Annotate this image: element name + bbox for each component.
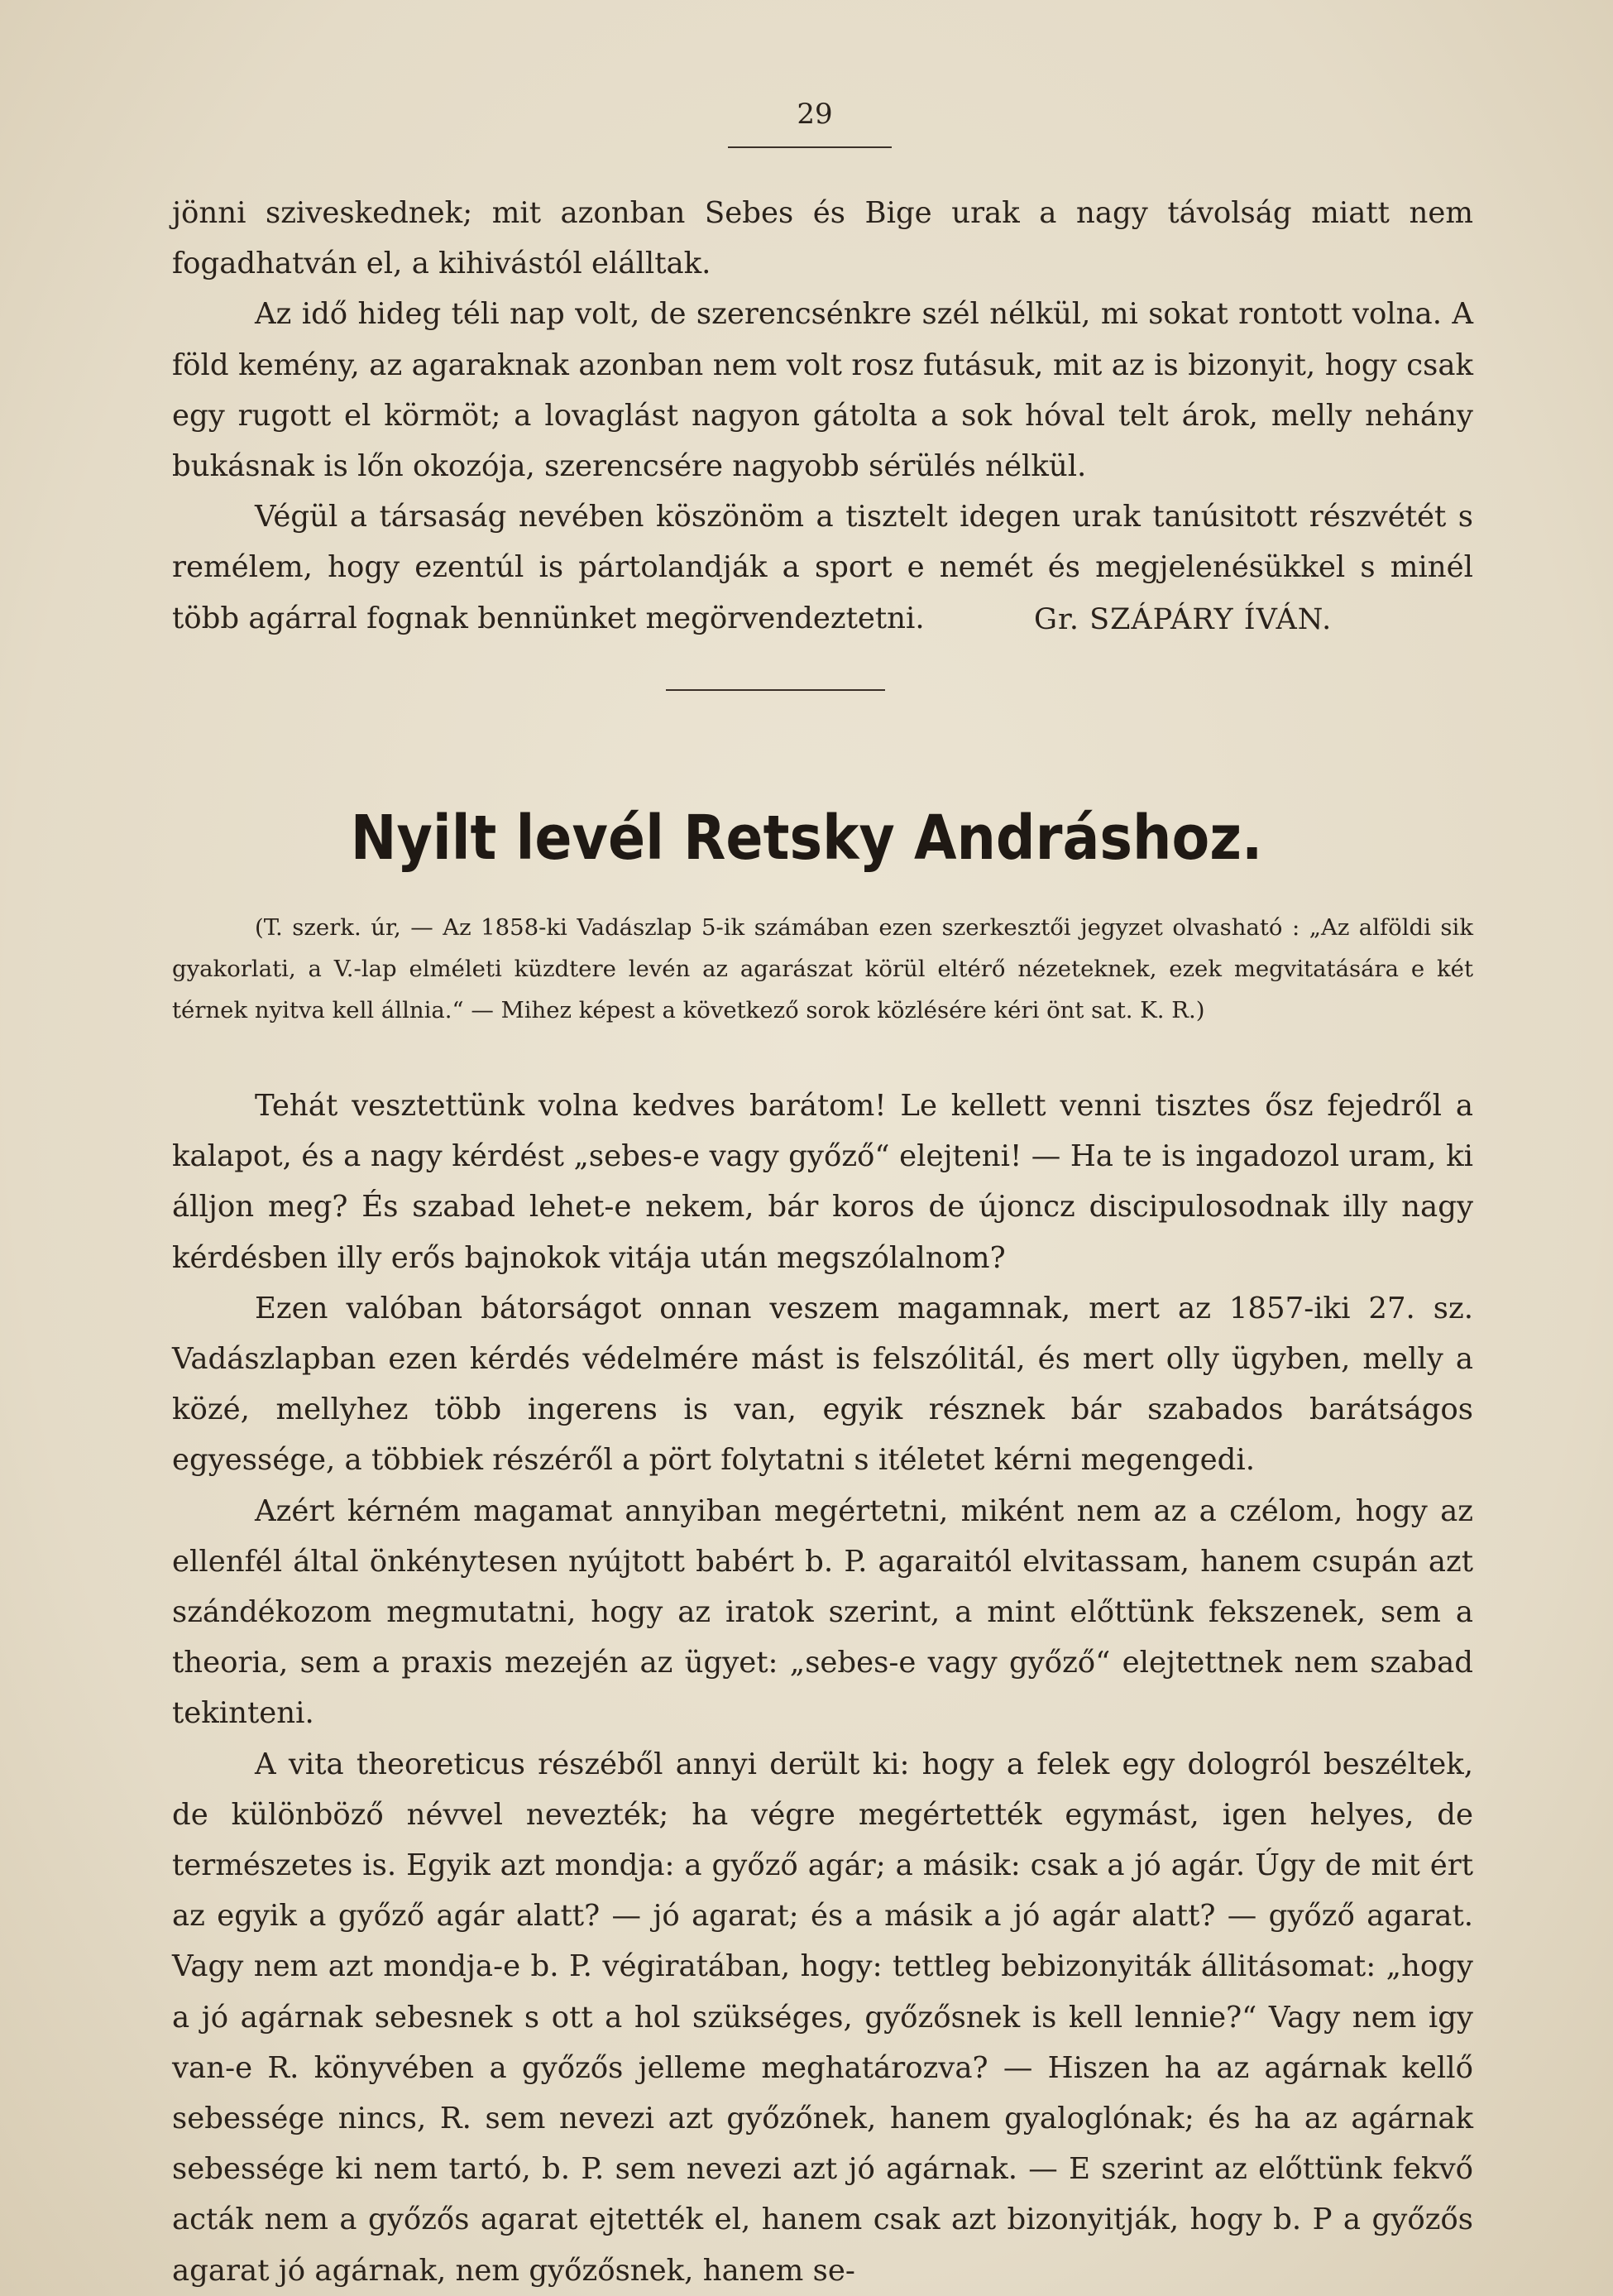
top-paragraph-3: Végül a társaság nevében köszönöm a tisztelt idegen urak tanúsitott részvétét s remélem, hogy ezentúl is pártolandják a sport e nemét és megjelenésükkel s minél több agárral fognak bennünket megörvendeztetni. (172, 500, 1473, 635)
page-number-rule (728, 146, 892, 148)
letter-paragraph-3: Azért kérném magamat annyiban megértetni, miként nem az a czélom, hogy az ellenfél által önkénytesen nyújtott babért b. P. agaraitól elvitassam, hanem csupán azt szándékozom megmutatni, hogy az iratok szerint, a mint előttünk fekszenek, sem a theoria, sem a praxis mezején az ügyet: „sebes-e vagy győző“ elejtettnek nem szabad tekinteni. (172, 1493, 1473, 1731)
top-paragraph-2: Az idő hideg téli nap volt, de szerencsénkre szél nélkül, mi sokat rontott volna. A föld kemény, az agaraknak azonban nem volt rosz futásuk, mit az is bizonyit, hogy csak egy rugott el körmöt; a lovaglást nagyon gátolta a sok hóval telt árok, melly nehány bukásnak is lőn okozója, szerencsére nagyobb sérülés nélkül. (172, 297, 1473, 484)
letter-body (172, 1081, 1473, 2296)
letter-paragraph-1: Tehát vesztettünk volna kedves barátom! Le kellett venni tisztes ősz fejedről a kalapot, és a nagy kérdést „sebes-e vagy győző“ elejteni! — Ha te is ingadozol uram, ki álljon meg? És szabad lehet-e nekem, bár koros de újoncz discipulosodnak illy nagy kérdésben illy erős bajnokok vitája után megszólalnom? (172, 1089, 1473, 1275)
editor-note-text: (T. szerk. úr, — Az 1858-ki Vadászlap 5-ik számában ezen szerkesztői jegyzet olvasható : „Az alföldi sik gyakorlati, a V.-lap elméleti küzdtere levén az agarászat körül eltérő nézeteknek, ezek megvitatására e két térnek nyitva kell állnia.“ — Mihez képest a következő sorok közlésére kéri önt sat. K. R.) (172, 914, 1473, 1023)
top-paragraph-1: jönni sziveskednek; mit azonban Sebes és Bige urak a nagy távolság miatt nem fogadhatván el, a kihivástól elálltak. (172, 196, 1473, 281)
page-number: 29 (797, 98, 833, 131)
editor-note (172, 907, 1473, 1031)
section-divider (666, 689, 885, 691)
letter-paragraph-4: A vita theoreticus részéből annyi derült ki: hogy a felek egy dologról beszéltek, de különböző névvel nevezték; ha végre megértették egymást, igen helyes, de természetes is. Egyik azt mondja: a győző agár; a másik: csak a jó agár. Úgy de mit ért az egyik a győző agár alatt? — jó agarat; és a másik a jó agár alatt? — győző agarat. Vagy nem azt mondja-e b. P. végiratában, hogy: tettleg bebizonyiták állitásomat: „hogy a jó agárnak sebesnek s ott a hol szükséges, győzősnek is kell lennie?“ Vagy nem igy van-e R. könyvében a győzős jelleme meghatározva? — Hiszen ha az agárnak kellő sebessége nincs, R. sem nevezi azt győzőnek, hanem gyaloglónak; és ha az agárnak sebessége ki nem tartó, b. P. sem nevezi azt jó agárnak. — E szerint az előttünk fekvő acták nem a győzős agarat ejtették el, hanem csak azt bizonyitják, hogy b. P a győzős agarat jó agárnak, nem győzősnek, hanem se- (172, 1747, 1473, 2288)
article-heading: Nyilt levél Retsky Andráshoz. (350, 803, 1263, 874)
top-text-block (172, 188, 1473, 644)
letter-paragraph-2: Ezen valóban bátorságot onnan veszem magamnak, mert az 1857-iki 27. sz. Vadászlapban ezen kérdés védelmére mást is felszólitál, és mert olly ügyben, melly a közé, mellyhez több ingerens is van, egyik résznek bár szabados barátságos egyessége, a többiek részéről a pört folytatni s itéletet kérni megengedi. (172, 1291, 1473, 1478)
signature: Gr. SZÁPÁRY ÍVÁN. (1034, 603, 1333, 636)
